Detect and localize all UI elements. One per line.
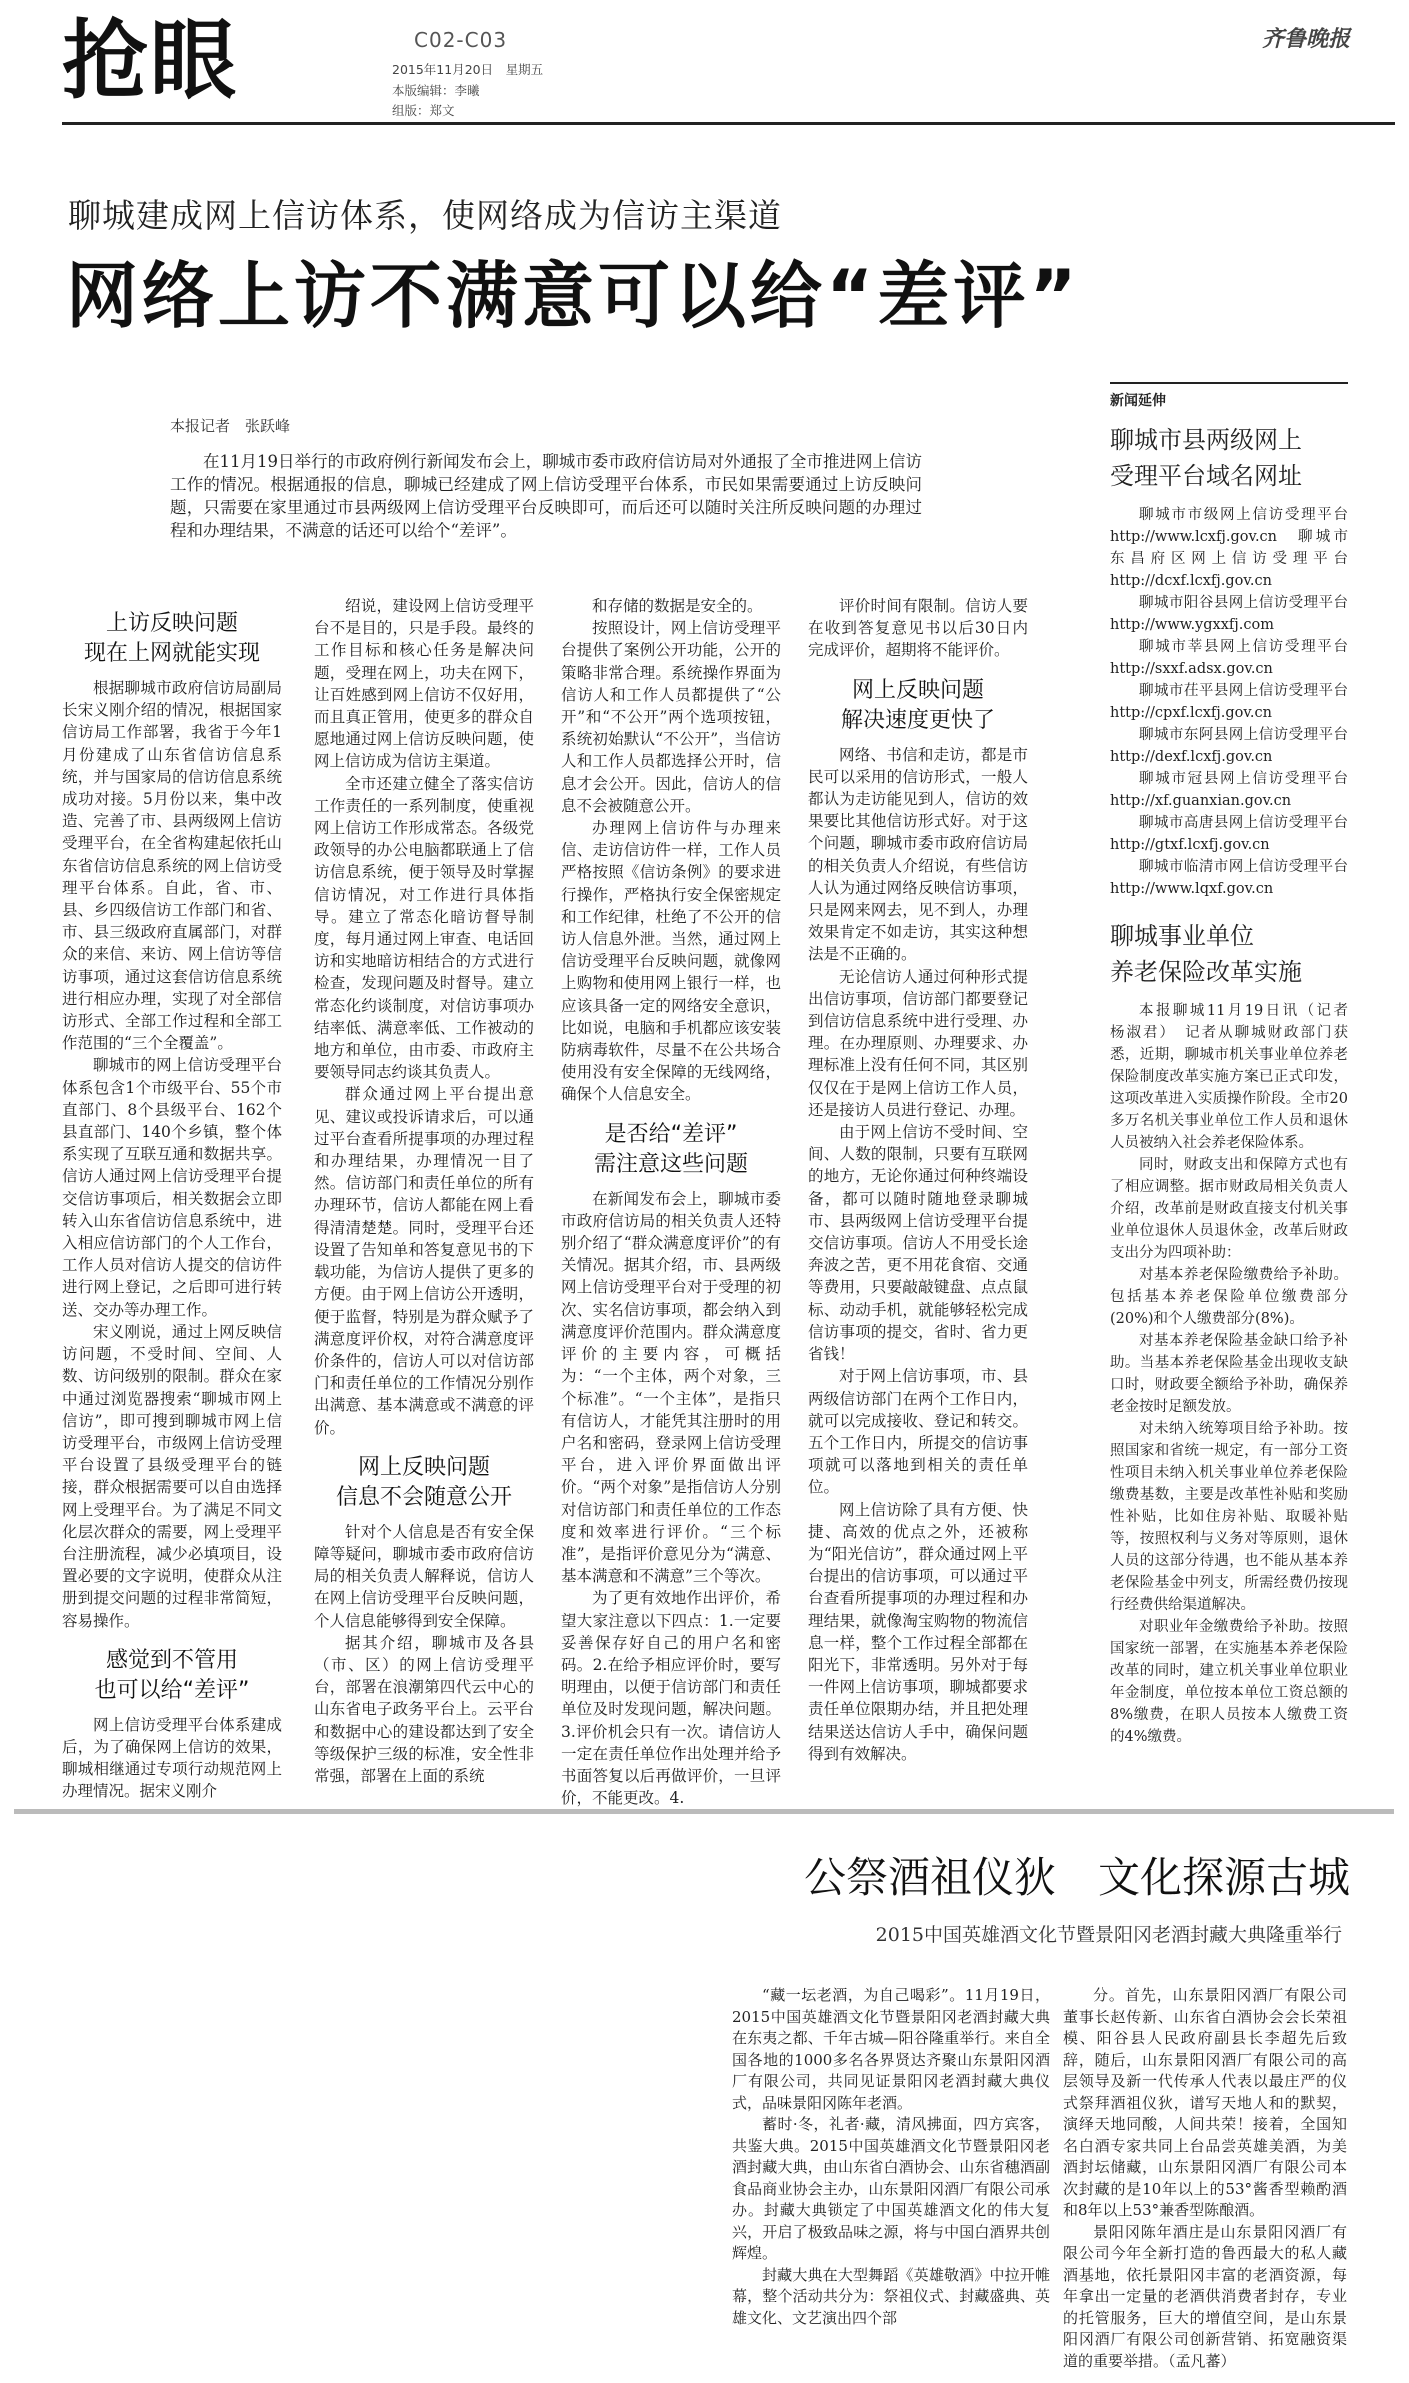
sidebar <box>1110 382 1363 1748</box>
paragraph: 评价时间有限制。信访人要在收到答复意见书以后30日内完成评价，超期将不能评价。 <box>808 597 1028 660</box>
paragraph: 绍说，建设网上信访受理平台不是目的，只是手段。最终的工作目标和核心任务是解决问题，受理在网上，功夫在网下，让百姓感到网上信访不仅好用，而且真正管用，使更多的群众自愿地通过网上信访反映问题，使网上信访成为信访主渠道。 <box>314 597 534 771</box>
masthead-divider <box>62 122 1395 125</box>
domain-entry[interactable]: 聊城市阳谷县网上信访受理平台 http://www.ygxxfj.com <box>1110 595 1363 633</box>
newspaper-logo: 齐鲁晚报 <box>1262 26 1351 52</box>
domain-entry[interactable]: 聊城市东阿县网上信访受理平台 http://dexf.lcxfj.gov.cn <box>1110 727 1363 765</box>
section-divider <box>14 1809 1394 1814</box>
paragraph: 对未纳入统筹项目给予补助。按照国家和省统一规定，有一部分工资性项目未纳入机关事业单位养老保险缴费基数，主要是改革性补贴和奖励性补贴，比如住房补贴、取暖补贴等，按照权利与义务对等原则，退休人员的这部分待遇，也不能从基本养老保险基金中列支，所需经费仍按现行经费供给渠道解决。 <box>1110 1421 1348 1613</box>
feature-headline: 公祭酒祖仪狄 文化探源古城 <box>803 1853 1350 1902</box>
paragraph: 为了更有效地作出评价，希望大家注意以下四点：1.一定要妥善保存好自己的用户名和密码。2.在给予相应评价时，要写明理由，以便于信访部门和责任单位及时发现问题，解决问题。3.评价机会只有一次。请信访人一定在责任单位作出处理并给予书面答复以后再做评价，一旦评价，不能更改。4. <box>561 1589 781 1808</box>
byline: 本报记者 张跃峰 <box>170 417 291 435</box>
article-column-1 <box>62 595 282 1803</box>
editor-credit: 本版编辑：李曦 <box>392 83 480 98</box>
domain-list <box>1110 504 1363 900</box>
paragraph: 网络、书信和走访，都是市民可以采用的信访形式，一般人都认为走访能见到人，信访的效果要比其他信访形式好。对于这个问题，聊城市委市政府信访局的相关负责人介绍说，有些信访人认为通过网络反映信访事项，只是网来网去，见不到人，办理效果肯定不如走访，其实这种想法是不正确的。 <box>808 745 1028 964</box>
domain-entry[interactable]: 聊城市市级网上信访受理平台 http://www.lcxfj.gov.cn 聊城市东昌府区网上信访受理平台 http://dcxf.lcxfj.gov.cn <box>1110 507 1363 589</box>
paragraph: 据其介绍，聊城市及各县（市、区）的网上信访受理平台，部署在浪潮第四代云中心的山东省电子政务平台上。云平台和数据中心的建设都达到了安全等级保护三级的标准，安全性非常强，部署在上面的系统 <box>314 1633 534 1785</box>
paragraph: 全市还建立健全了落实信访工作责任的一系列制度，使重视网上信访工作形成常态。各级党政领导的办公电脑都联通上了信访信息系统，便于领导及时掌握信访情况，对工作进行具体指导。建立了常态化暗访督导制度，每月通过网上审查、电话回访和实地暗访相结合的方式进行检查，发现问题及时督导。建立常态化约谈制度，对信访事项办结率低、满意率低、工作被动的地方和单位，由市委、市政府主要领导同志约谈其负责人。 <box>314 774 534 1082</box>
paragraph: 聊城市的网上信访受理平台体系包含1个市级平台、55个市直部门、8个县级平台、162个县直部门、140个乡镇，整个体系实现了互联互通和数据共享。信访人通过网上信访受理平台提交信访事项后，相关数据会立即转入山东省信访信息系统中，进入相应信访部门的个人工作台，工作人员对信访人提交的信访件进行网上登记，之后即可进行转送、交办等办理工作。 <box>62 1056 282 1319</box>
domain-entry[interactable]: 聊城市茌平县网上信访受理平台 http://cpxf.lcxfj.gov.cn <box>1110 683 1363 721</box>
paragraph: 对于网上信访事项，市、县两级信访部门在两个工作日内，就可以完成接收、登记和转交。五个工作日内，所提交的信访事项就可以落地到相关的责任单位。 <box>808 1367 1028 1497</box>
paragraph: 同时，财政支出和保障方式也有了相应调整。据市财政局相关负责人介绍，改革前是财政直接支付机关事业单位退休人员退休金，改革后财政支出分为四项补助： <box>1110 1157 1348 1261</box>
paragraph: 无论信访人通过何种形式提出信访事项，信访部门都要登记到信访信息系统中进行受理、办理。在办理原则、办理要求、办理标准上没有任何不同，其区别仅仅在于是网上信访工作人员，还是接访人员进行登记、办理。 <box>808 967 1028 1119</box>
paragraph: 办理网上信访件与办理来信、走访信访件一样，工作人员严格按照《信访条例》的要求进行操作，严格执行安全保密规定和工作纪律，杜绝了不公开的信访人信息外泄。当然，通过网上信访受理平台反映问题，就像网上购物和使用网上银行一样，也应该具备一定的网络安全意识，比如说，电脑和手机都应该安装防病毒软件，尽量不在公共场合使用没有安全保障的无线网络，确保个人信息安全。 <box>561 819 781 1104</box>
paragraph: 封藏大典在大型舞蹈《英雄敬酒》中拉开帷幕，整个活动共分为：祭祖仪式、封藏盛典、英雄文化、文艺演出四个部 <box>732 2265 1050 2327</box>
article-column-4 <box>808 595 1028 1765</box>
paragraph: 针对个人信息是否有安全保障等疑问，聊城市委市政府信访局的相关负责人解释说，信访人在网上信访受理平台反映问题，个人信息能够得到安全保障。 <box>314 1522 534 1630</box>
paragraph: 对职业年金缴费给予补助。按照国家统一部署，在实施基本养老保险改革的同时，建立机关事业单位职业年金制度，单位按本单位工资总额的8%缴费，在职人员按本人缴费工资的4%缴费。 <box>1110 1619 1348 1745</box>
paragraph: 景阳冈陈年酒庄是山东景阳冈酒厂有限公司今年全新打造的鲁西最大的私人藏酒基地，依托景阳冈丰富的老酒资源，每年拿出一定量的老酒供消费者封存，专业的托管服务，巨大的增值空间，是山东景阳冈酒厂有限公司创新营销、拓宽融资渠道的重要举措。（孟凡蕃） <box>1063 2222 1347 2370</box>
sidebar-title-2: 聊城事业单位 养老保险改革实施 <box>1110 922 1302 986</box>
paragraph: 在新闻发布会上，聊城市委市政府信访局的相关负责人还特别介绍了“群众满意度评价”的有关情况。据其介绍，市、县两级网上信访受理平台对于受理的初次、实名信访事项，都会纳入到满意度评价范围内。群众满意度评价的主要内容，可概括为：“一个主体，两个对象，三个标准”。“一个主体”，是指只有信访人，才能凭其注册时的用户名和密码，登录网上信访受理平台，进入评价界面做出评价。“两个对象”是指信访人分别对信访部门和责任单位的工作态度和效率进行评价。“三个标准”，是指评价意见分为“满意、基本满意和不满意”三个等次。 <box>561 1189 781 1586</box>
article-column-3 <box>561 595 781 1809</box>
paragraph: 根据聊城市政府信访局副局长宋义刚介绍的情况，根据国家信访局工作部署，我省于今年1月份建成了山东省信访信息系统，并与国家局的信访信息系统成功对接。5月份以来，集中改造、完善了市、县两级网上信访受理平台，在全省构建起依托山东省信访信息系统的网上信访受理平台体系。自此，省、市、县、乡四级信访工作部门和省、市、县三级政府直属部门，对群众的来信、来访、网上信访等信访事项，通过这套信访信息系统进行相应办理，实现了对全部信访形式、全部工作过程和全部工作范围的“三个全覆盖”。 <box>62 679 282 1053</box>
layout-credit: 组版：郑文 <box>392 103 455 118</box>
kicker: 聊城建成网上信访体系，使网络成为信访主渠道 <box>68 196 782 235</box>
paragraph: 由于网上信访不受时间、空间、人数的限制，只要有互联网的地方，无论你通过何种终端设备，都可以随时随地登录聊城市、县两级网上信访受理平台提交信访事项。信访人不用受长途奔波之苦，更不用花食宿、交通等费用，只要敲敲键盘、点点鼠标、动动手机，就能够轻松完成信访事项的提交，省时、省力更省钱！ <box>808 1123 1028 1364</box>
feature-subtitle: 2015中国英雄酒文化节暨景阳冈老酒封藏大典隆重举行 <box>875 1924 1342 1946</box>
paragraph: 对基本养老保险基金缺口给予补助。当基本养老保险基金出现收支缺口时，财政要全额给予补助，确保养老金按时足额发放。 <box>1110 1333 1348 1415</box>
subhead-2: 感觉到不管用 也可以给“差评” <box>94 1647 250 1703</box>
subhead-5: 网上反映问题 解决速度更快了 <box>840 677 995 733</box>
page-number: C02-C03 <box>414 28 508 52</box>
subhead-1: 上访反映问题 现在上网就能实现 <box>83 611 260 666</box>
pension-article <box>1110 1000 1363 1748</box>
domain-entry[interactable]: 聊城市高唐县网上信访受理平台 http://gtxf.lcxfj.gov.cn <box>1110 815 1363 853</box>
issue-date: 2015年11月20日 星期五 <box>392 62 544 77</box>
sidebar-tag: 新闻延伸 <box>1110 382 1348 410</box>
paragraph: 网上信访受理平台体系建成后，为了确保网上信访的效果，聊城相继通过专项行动规范网上办理情况。据宋义刚介 <box>62 1715 282 1801</box>
subhead-4: 是否给“差评” 需注意这些问题 <box>593 1121 748 1177</box>
sidebar-title-1: 聊城市县两级网上 受理平台域名网址 <box>1110 426 1302 490</box>
lead-paragraph: 在11月19日举行的市政府例行新闻发布会上，聊城市委市政府信访局对外通报了全市推进网上信访工作的情况。根据通报的信息，聊城已经建成了网上信访受理平台体系，市民如果需要通过上访反映问题，只需要在家里通过市县两级网上信访受理平台反映即可，而后还可以随时关注所反映问题的办理过程和办理结果，不满意的话还可以给个“差评”。 <box>170 452 922 540</box>
paragraph: 本报聊城11月19日讯（记者 杨淑君） 记者从聊城财政部门获悉，近期，聊城市机关事业单位养老保险制度改革实施方案已正式印发，这项改革进入实质操作阶段。全市20多万名机关事业单位工作人员和退休人员被纳入社会养老保险体系。 <box>1110 1003 1363 1151</box>
paragraph: 对基本养老保险缴费给予补助。包括基本养老保险单位缴费部分(20%)和个人缴费部分(8%)。 <box>1110 1267 1348 1327</box>
paragraph: 宋义刚说，通过上网反映信访问题，不受时间、空间、人数、访问级别的限制。群众在家中通过浏览器搜索“聊城市网上信访”，即可搜到聊城市网上信访受理平台，市级网上信访受理平台设置了县级受理平台的链接，群众根据需要可以自由选择网上受理平台。为了满足不同文化层次群众的需要，网上受理平台注册流程，减少必填项目，设置必要的文字说明，使群众从注册到提交问题的过程非常简短，容易操作。 <box>62 1322 282 1630</box>
headline: 网络上访不满意可以给“差评” <box>66 254 1081 338</box>
paragraph: 和存储的数据是安全的。 <box>592 597 763 615</box>
section-logo: 抢眼 <box>62 11 238 111</box>
paragraph: 按照设计，网上信访受理平台提供了案例公开功能，公开的策略非常合理。系统操作界面为信访人和工作人员都提供了“公开”和“不公开”两个选项按钮，系统初始默认“不公开”，当信访人和工作人员都选择公开时，信息才会公开。因此，信访人的信息不会被随意公开。 <box>561 619 781 815</box>
paragraph: “藏一坛老酒，为自己喝彩”。11月19日，2015中国英雄酒文化节暨景阳冈老酒封藏大典在东夷之都、千年古城—阳谷隆重举行。来自全国各地的1000多名各界贤达齐聚山东景阳冈酒厂有限公司，共同见证景阳冈老酒封藏大典仪式，品味景阳冈陈年老酒。 <box>732 1986 1050 2112</box>
article-column-2 <box>314 595 534 1787</box>
paragraph: 网上信访除了具有方便、快捷、高效的优点之外，还被称为“阳光信访”，群众通过网上平台提出的信访事项，可以通过平台查看所提事项的办理过程和办理结果，就像淘宝购物的物流信息一样，整个工作过程全部都在阳光下，非常透明。另外对于每一件网上信访事项，聊城都要求责任单位限期办结，并且把处理结果送达信访人手中，确保问题得到有效解决。 <box>808 1500 1028 1763</box>
subhead-3: 网上反映问题 信息不会随意公开 <box>335 1454 512 1510</box>
paragraph: 蓄时·冬，礼者·藏，清风拂面，四方宾客，共鉴大典。2015中国英雄酒文化节暨景阳冈老酒封藏大典，由山东省白酒协会、山东省穗酒副食品商业协会主办，山东景阳冈酒厂有限公司承办。封藏大典锁定了中国英雄酒文化的伟大复兴，开启了极致品味之源，将与中国白酒界共创辉煌。 <box>732 2115 1050 2262</box>
paragraph: 群众通过网上平台提出意见、建议或投诉请求后，可以通过平台查看所提事项的办理过程和办理结果，办理情况一目了然。信访部门和责任单位的所有办理环节，信访人都能在网上看得清清楚楚。同时，受理平台还设置了告知单和答复意见书的下载功能，为信访人提供了更多的方便。由于网上信访公开透明，便于监督，特别是为群众赋予了满意度评价权，对符合满意度评价条件的，信访人可以对信访部门和责任单位的工作情况分别作出满意、基本满意或不满意的评价。 <box>314 1085 534 1437</box>
domain-entry[interactable]: 聊城市冠县网上信访受理平台 http://xf.guanxian.gov.cn <box>1110 771 1363 809</box>
domain-entry[interactable]: 聊城市莘县网上信访受理平台 http://sxxf.adsx.gov.cn <box>1110 639 1363 677</box>
domain-entry[interactable]: 聊城市临清市网上信访受理平台 http://www.lqxf.gov.cn <box>1110 859 1363 897</box>
feature-column-1 <box>732 1985 1050 2329</box>
feature-column-2 <box>1063 1985 1347 2372</box>
paragraph: 分。首先，山东景阳冈酒厂有限公司董事长赵传新、山东省白酒协会会长荣祖模、阳谷县人民政府副县长李超先后致辞，随后，山东景阳冈酒厂有限公司的高层领导及新一代传承人代表以最庄严的仪式祭拜酒祖仪狄，谱写天地人和的默契，演绎天地同酸，人间共荣！接着，全国知名白酒专家共同上台品尝英雄美酒，为美酒封坛储藏，山东景阳冈酒厂有限公司本次封藏的是10年以上的53°酱香型赖酌酒和8年以上53°兼香型陈酿酒。 <box>1063 1986 1347 2219</box>
